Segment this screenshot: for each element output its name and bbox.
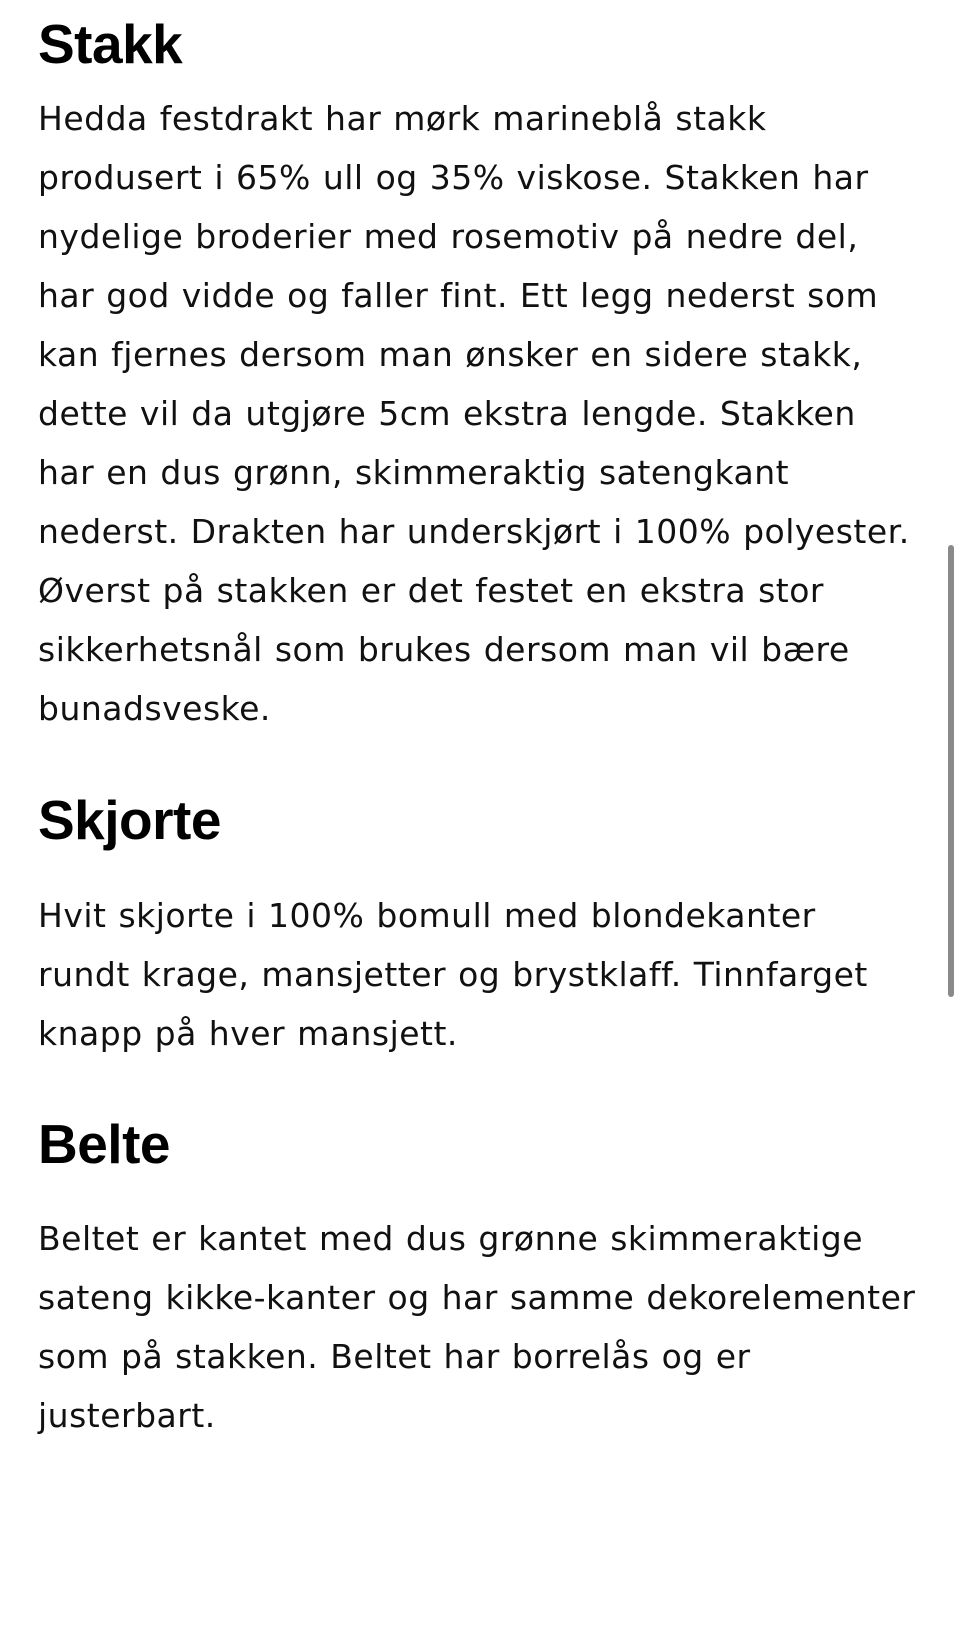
section-heading-belte: Belte [38, 1113, 170, 1175]
section-body-belte: Beltet er kantet med dus grønne skimmeraktige sateng kikke-kanter og har samme dekorelementer som på stakken. Beltet har borrelås og er justerbart. [38, 1219, 916, 1435]
section-heading-skjorte: Skjorte [38, 789, 221, 851]
section-skjorte [38, 787, 918, 1063]
section-belte [38, 1111, 918, 1445]
product-description [38, 0, 918, 1445]
section-stakk [38, 11, 918, 738]
section-body-stakk: Hedda festdrakt har mørk marineblå stakk produsert i 65% ull og 35% viskose. Stakken har nydelige broderier med rosemotiv på nedre del, har god vidde og faller fint. Ett legg nederst som kan fjernes dersom man ønsker en sidere stakk, dette vil da utgjøre 5cm ekstra lengde. Stakken har en dus grønn, skimmeraktig satengkant nederst. Drakten har underskjørt i 100% polyester. Øverst på stakken er det festet en ekstra stor sikkerhetsnål som brukes dersom man vil bære bunadsveske. [38, 99, 910, 728]
section-heading-stakk: Stakk [38, 13, 183, 75]
vertical-scrollbar[interactable] [948, 545, 954, 997]
section-body-skjorte: Hvit skjorte i 100% bomull med blondekanter rundt krage, mansjetter og brystklaff. Tinnfarget knapp på hver mansjett. [38, 896, 868, 1053]
